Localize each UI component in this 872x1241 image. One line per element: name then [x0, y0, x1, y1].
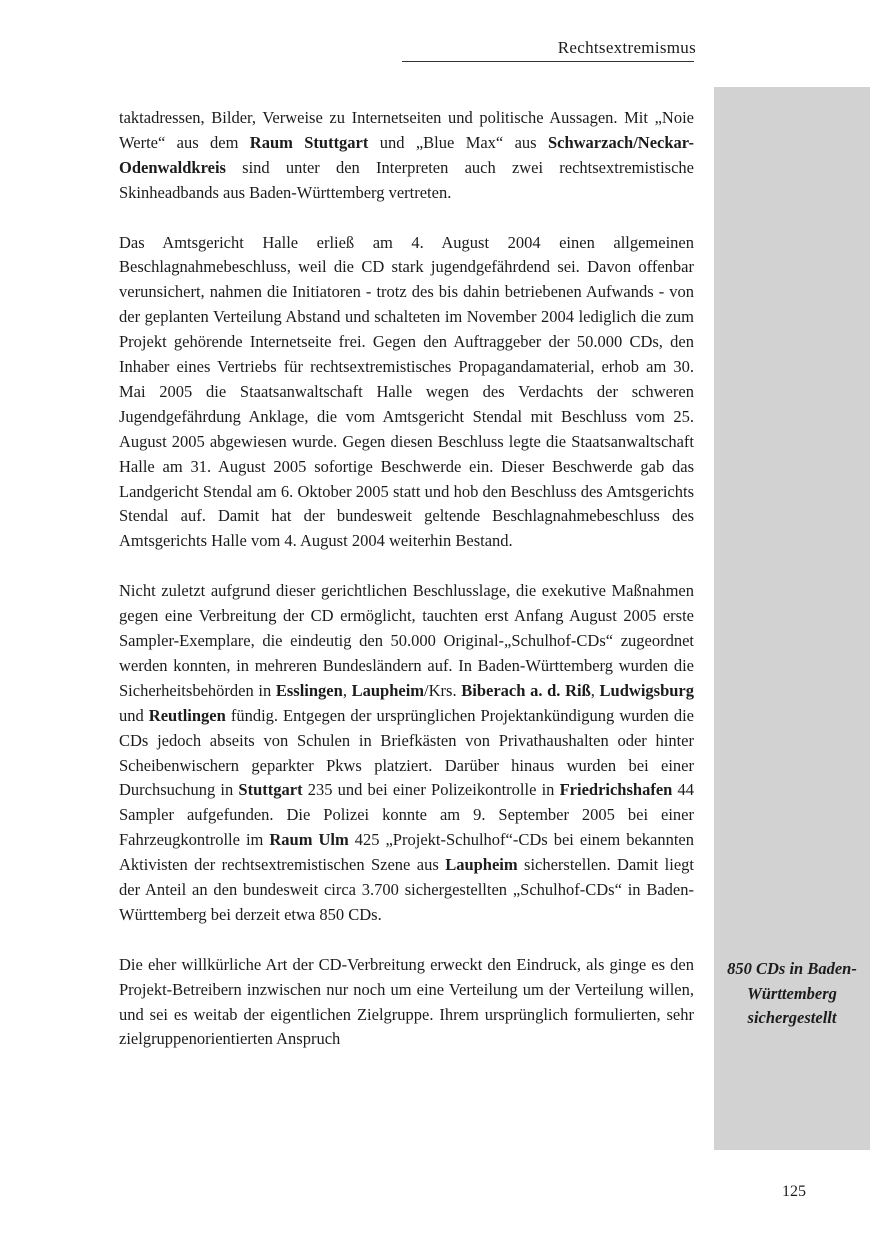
header-rule: [402, 61, 694, 62]
text-run: /Krs.: [424, 680, 462, 700]
place-name: Reutlingen: [148, 705, 226, 725]
text-run: 425 „Projekt-Schulhof“-CDs bei einem bekannten Aktivisten der rechtsextremistischen Szene aus: [119, 830, 694, 875]
place-name: Laupheim: [445, 855, 518, 875]
text-run: ,: [590, 680, 600, 700]
text-run: Nicht zuletzt aufgrund dieser gerichtlichen Beschlusslage, die exekutive Maßnahmen gegen eine Verbreitung der CD ermöglicht, tauchten erst Anfang August 2005 erste Sampler-Exemplare, die eindeutig den 50.000 Original-„Schulhof-CDs“ zugeordnet werden konnten, in mehreren Bundesländern auf. In Baden-Württemberg wurden die Sicherheitsbehörden in: [119, 581, 694, 700]
text-run: sind unter den Interpreten auch zwei rechtsextremistische Skinheadbands aus Baden-Württemberg vertreten.: [119, 157, 694, 202]
margin-note: 850 CDs in Baden-Württemberg sichergestellt: [727, 959, 857, 1027]
paragraph: [119, 231, 694, 555]
page-number: 125: [782, 1183, 806, 1200]
text-run: Das Amtsgericht Halle erließ am 4. August 2004 einen allgemeinen Beschlagnahmebeschluss, weil die CD stark jugendgefährdend sei. Davon offenbar verunsichert, nahmen die Initiatoren - trotz des bis dahin betriebenen Aufwands - von der geplanten Verteilung Abstand und schalteten im November 2004 lediglich die zum Projekt gehörende Internetseite frei. Gegen den Auftraggeber der 50.000 CDs, den Inhaber eines Vertriebs für rechtsextremistisches Propagandamaterial, erhob am 30. Mai 2005 die Staatsanwaltschaft Halle wegen des Verdachts der schweren Jugendgefährdung Anklage, die vom Amtsgericht Stendal mit Beschluss vom 25. August 2005 abgewiesen wurde. Gegen diesen Beschluss legte die Staatsanwaltschaft Halle am 31. August 2005 sofortige Beschwerde ein. Dieser Beschwerde gab das Landgericht Stendal am 6. Oktober 2005 statt und hob den Beschluss des Amtsgerichts Stendal auf. Damit hat der bundesweit geltende Beschlagnahmebeschluss des Amtsgerichts Halle vom 4. August 2004 weiterhin Bestand.: [119, 232, 694, 551]
paragraph: [119, 579, 694, 928]
text-run: und „Blue Max“ aus: [368, 132, 548, 152]
place-name: Biberach a. d. Riß: [461, 680, 591, 700]
place-name: Raum Stuttgart: [249, 132, 369, 152]
text-run: und: [119, 705, 149, 725]
text-run: 44 Sampler aufgefunden. Die Polizei konnte am 9. September 2005 bei einer Fahrzeugkontrolle im: [119, 780, 694, 850]
text-run: sicherstellen. Damit liegt der Anteil an den bundesweit circa 3.700 sichergestellten „Schulhof-CDs“ in Baden-Württemberg bei derzeit etwa 850 CDs.: [119, 855, 694, 924]
text-run: fündig. Entgegen der ursprünglichen Projektankündigung wurden die CDs jedoch abseits von Schulen in Briefkästen von Privathaushalten oder hinter Scheibenwischern geparkter Pkws platziert. Darüber hinaus wurden bei einer Durchsuchung in: [119, 705, 694, 800]
place-name: Laupheim: [351, 680, 425, 700]
place-name: Stuttgart: [238, 780, 303, 800]
text-run: 235 und bei einer Polizeikontrolle in: [302, 780, 560, 800]
place-name: Friedrichshafen: [559, 780, 673, 800]
place-name: Schwarzach/Neckar-Odenwaldkreis: [119, 132, 694, 177]
text-run: Die eher willkürliche Art der CD-Verbreitung erweckt den Eindruck, als ginge es den Projekt-Betreibern inzwischen nur noch um eine Verteilung um der Verteilung willen, und sei es weitab der eigentlichen Zielgruppe. Ihrem ursprünglich formulierten, sehr zielgruppenorientierten Anspruch: [119, 954, 694, 1049]
header-title: Rechtsextremismus: [557, 38, 696, 57]
place-name: Ludwigsburg: [599, 680, 695, 700]
text-run: ,: [342, 680, 352, 700]
text-run: taktadressen, Bilder, Verweise zu Internetseiten und politische Aussagen. Mit „Noie Werte“ aus dem: [119, 108, 694, 152]
paragraph: [119, 953, 694, 1053]
place-name: Raum Ulm: [269, 830, 349, 850]
place-name: Esslingen: [275, 680, 343, 700]
paragraph: [119, 106, 694, 206]
body-text: [119, 106, 694, 1077]
